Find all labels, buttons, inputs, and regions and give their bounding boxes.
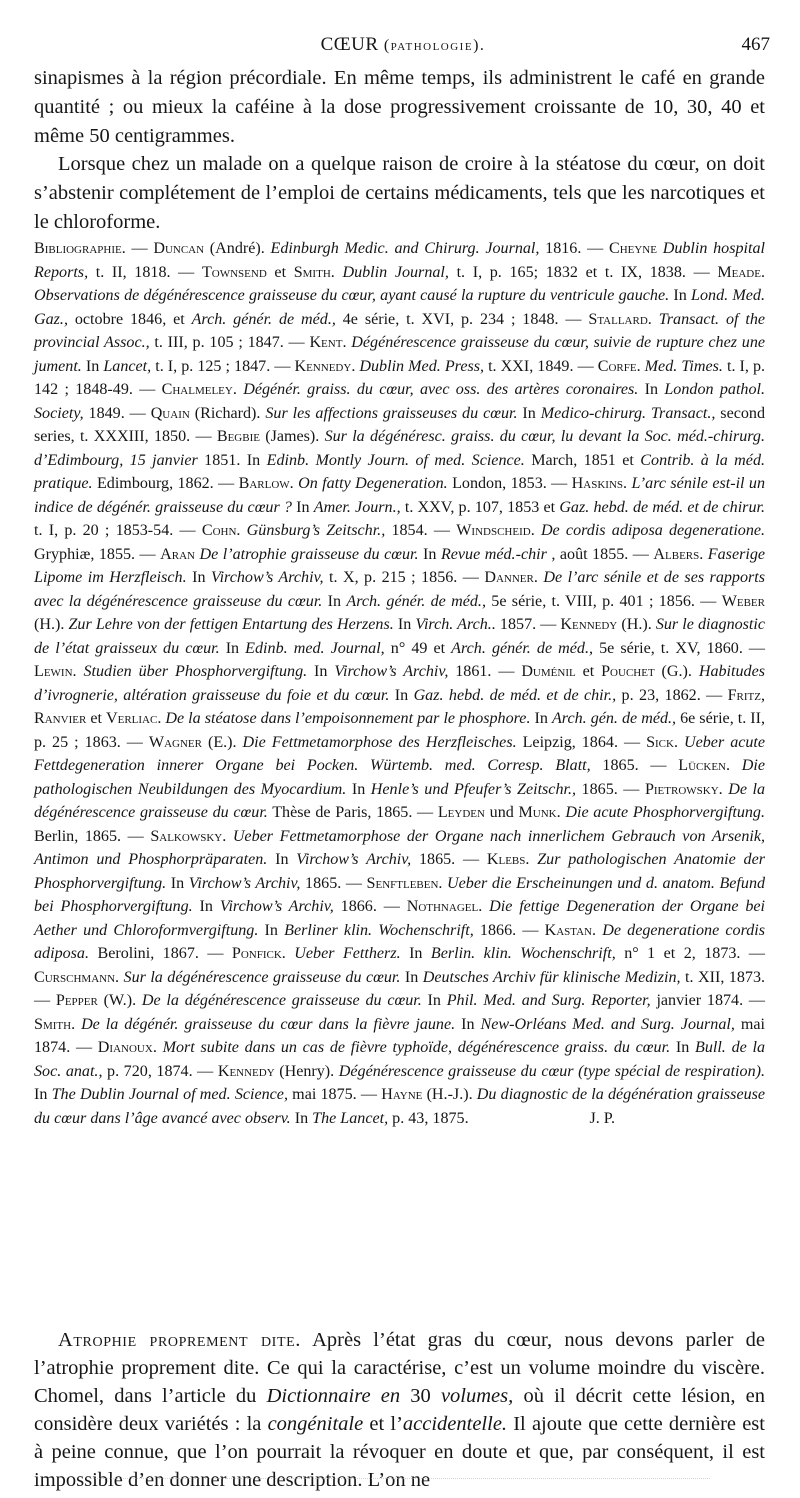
- italic-title: Virchow’s Archiv,: [296, 851, 412, 868]
- author-name: Duménil: [521, 663, 576, 680]
- author-name: Ponfick: [231, 945, 282, 962]
- bibliography-entry: — Senftleben. Ueber die Erscheinungen und d. anatom. Befund bei Phosphorvergiftung. In Virchow’s Archiv, 1866.: [34, 874, 766, 915]
- bibliography-entry: — Albers. Faserige Lipome im Herzfleisch. In Virchow’s Archiv, t. X, p. 215 ; 1856.: [34, 545, 766, 586]
- citation-text: .: [330, 263, 343, 281]
- bibliography-entry: — Kennedy (H.). Sur le diagnostic de l’état graisseux du cœur. In Edinb. med. Journal, n° 49 et Arch. génér. de méd., 5e série, t. XV, 1860.: [34, 616, 766, 657]
- citation-text: London, 1853.: [447, 475, 547, 492]
- citation-text: .: [115, 968, 124, 986]
- bibliography-entry: — Cohn. Günsburg’s Zeitschr., 1854.: [173, 522, 428, 539]
- bibliography-heading: Bibliographie.: [34, 240, 126, 257]
- italic-title: congénitale: [267, 1413, 364, 1435]
- italic-title: Dégénérescence graisseuse du cœur (type spécial de respiration).: [338, 1062, 766, 1080]
- citation-text: et: [575, 663, 602, 680]
- citation-text: .: [556, 804, 566, 821]
- author-name: Weber: [721, 592, 765, 610]
- author-name: Pepper: [55, 992, 98, 1009]
- italic-title: Ueber acute Fettdegeneration innerer Organe bei Pocken. Würtemb. med. Corresp. Blatt,: [34, 733, 766, 774]
- citation-text: .: [718, 780, 729, 798]
- italic-title: Lond. Med. Gaz.,: [34, 287, 766, 328]
- author-signature: J. P.: [589, 1109, 615, 1127]
- citation-text: (H.).: [34, 616, 69, 633]
- italic-title: Edinb. Montly Journ. of med. Science.: [266, 451, 525, 469]
- author-name: Nothnagel: [406, 898, 479, 915]
- citation-text: .: [157, 710, 166, 727]
- italic-title: Dublin Journal,: [342, 263, 449, 281]
- citation-text: In: [267, 851, 297, 868]
- citation-text: p. 720, 1874.: [102, 1062, 193, 1080]
- citation-text: .: [760, 263, 765, 281]
- bibliography-entry: — Windscheid. De cordis adiposa degeneratione. Gryphiæ, 1855.: [34, 522, 766, 563]
- italic-title: Dictionnaire en: [266, 1385, 401, 1407]
- author-name: Munk: [518, 804, 557, 821]
- italic-title: Dégénérescence graisseuse du cœur, suivie de rupture chez une jument.: [34, 334, 766, 375]
- citation-text: Il ajoute que cette dernière est à peine connue, que l’on pourrait la révoquer en doute et que, par conséquent, il est impossible d’en donner une description. L’on ne: [34, 1413, 765, 1491]
- bibliography-entry: — Stallard. Transact. of the provincial Assoc., t. III, p. 105 ; 1847.: [34, 310, 766, 351]
- bibliography-entry: — Weber (H.). Zur Lehre von der fettigen Entartung des Herzens. In Virch. Arch.. 1857.: [34, 592, 765, 633]
- italic-title: Sur le diagnostic de l’état graisseux du cœur.: [34, 616, 766, 657]
- italic-title: Amer. Journ.,: [313, 498, 401, 516]
- italic-title: Berlin. klin. Wochenschrift,: [430, 945, 616, 962]
- italic-title: Bull. de la Soc. anat.,: [34, 1039, 766, 1080]
- running-head-title: [36, 32, 770, 59]
- citation-text: .: [152, 1039, 163, 1056]
- citation-text: In: [186, 569, 211, 586]
- citation-text: 30: [400, 1385, 441, 1407]
- citation-text: Edimbourg, 1862.: [92, 475, 214, 492]
- citation-text: und: [484, 804, 519, 821]
- italic-title: Arch. génér. de méd.,: [191, 310, 336, 328]
- citation-text: t. I, p. 142 ; 1848-49.: [34, 357, 766, 398]
- italic-title: Arch. génér. de méd.,: [346, 592, 486, 610]
- citation-text: .: [281, 945, 295, 962]
- citation-text: Après l’état gras du cœur, nous devons parler de l’atrophie proprement dite. Ce qui la caractérise, c’est un volume moindre du viscère. Chomel, dans l’article du: [34, 1329, 765, 1407]
- citation-text: t. X, p. 215 ; 1856.: [323, 569, 458, 586]
- italic-title: Observations de dégénérescence graisseuse du cœur, ayant causé la rupture du ventricule gauche.: [34, 287, 670, 304]
- bibliography-entry: — Aran De l’atrophie graisseuse du cœur. In Revue méd.-chir , août 1855.: [135, 545, 629, 563]
- bibliography-entry: — Townsend et Smith. Dublin Journal, t. I, p. 165; 1832 et t. IX, 1838.: [170, 263, 686, 281]
- citation-text: (H.).: [617, 616, 656, 633]
- citation-text: 1865.: [590, 757, 639, 774]
- citation-text: t. II, 1818.: [88, 263, 171, 281]
- citation-text: (E.).: [201, 733, 243, 751]
- italic-title: Dublin Med. Press,: [359, 357, 485, 375]
- citation-text: 1849.: [83, 404, 125, 422]
- citation-text: .: [232, 381, 244, 398]
- bibliography-entry: — Corfe. Med. Times. t. I, p. 142 ; 1848-49.: [34, 357, 766, 398]
- bibliography-entry: — Salkowsky. Ueber Fettmetamorphose der Organe nach innerlichem Gebrauch von Arsenik, Antimon und Phosphorpräparaten. In Virchow’s Archiv, 1865.: [34, 827, 766, 868]
- author-name: Smith: [293, 263, 331, 281]
- italic-title: Gaz. hebd. de méd. et de chirur.: [559, 498, 765, 516]
- author-name: Barlow: [238, 475, 290, 492]
- citation-text: In: [669, 287, 692, 304]
- author-name: Sick: [646, 733, 674, 751]
- citation-text: .: [726, 757, 742, 774]
- citation-text: 5e série, t. VIII, p. 401 ; 1856.: [485, 592, 695, 610]
- italic-title: De la dégénér. graisseuse du cœur dans la fièvre jaune.: [81, 1015, 456, 1033]
- citation-text: .: [530, 522, 541, 539]
- citation-text: Berolini, 1867.: [89, 945, 199, 962]
- citation-text: 5e série, t. XV, 1860.: [593, 639, 743, 657]
- citation-text: In: [322, 592, 347, 610]
- citation-text: .: [623, 475, 632, 492]
- author-name: Windscheid: [456, 522, 531, 539]
- author-name: Kent: [309, 334, 343, 351]
- italic-title: De cordis adiposa degeneratione.: [540, 522, 766, 539]
- citation-text: t. I, p. 125 ; 1847.: [151, 357, 271, 375]
- citation-text: In: [400, 968, 423, 986]
- citation-text: 4e série, t. XVI, p. 234 ; 1848.: [335, 310, 559, 328]
- citation-text: t. XXI, 1849.: [484, 357, 574, 375]
- italic-title: Die pathologischen Neubildungen des Myocardium.: [34, 757, 766, 798]
- author-name: Albers: [653, 545, 700, 563]
- bibliography-entry: — Pietrowsky. De la dégénérescence graisseuse du cœur. Thèse de Paris, 1865.: [34, 780, 766, 821]
- italic-title: Arch. génér. de méd.,: [451, 639, 594, 657]
- italic-title: Dégénér. graiss. du cœur, avec oss. des artères coronaires.: [243, 381, 639, 398]
- author-name: Cohn: [201, 522, 237, 539]
- italic-title: Sur la dégénérescence graisseuse du cœur.: [123, 968, 401, 986]
- author-name: Danner: [484, 569, 534, 586]
- citation-text: Berlin, 1865.: [34, 827, 122, 845]
- author-name: Wagner: [148, 733, 202, 751]
- bibliography-entry: — Fritz, Ranvier et Verliac. De la stéatose dans l’empoisonnement par le phosphore. In Arch. gén. de méd., 6e série, t. II, p. 25 ; 1863.: [34, 686, 766, 751]
- citation-text: 1857.: [495, 616, 537, 633]
- citation-text: mai 1875.: [287, 1086, 357, 1103]
- italic-title: Arch. gén. de méd.,: [551, 710, 677, 727]
- citation-text: In: [421, 992, 447, 1009]
- page-number: 467: [741, 34, 770, 55]
- citation-text: p. 23, 1862.: [616, 686, 701, 704]
- citation-text: et: [86, 710, 106, 727]
- citation-text: 1861.: [448, 663, 492, 680]
- citation-text: In: [400, 945, 431, 962]
- bibliography-entry: — Kent. Dégénérescence graisseuse du cœur, suivie de rupture chez une jument. In Lancet, t. I, p. 125 ; 1847.: [34, 334, 766, 375]
- italic-title: Ueber die Erscheinungen und d. anatom. Befund bei Phosphorvergiftung.: [34, 874, 766, 915]
- running-head-heart: CŒUR: [320, 34, 379, 55]
- citation-text: (James).: [259, 428, 325, 445]
- citation-text: t. I, p. 20 ; 1853-54.: [34, 522, 174, 539]
- citation-text: 1865.: [411, 851, 456, 868]
- italic-title: Transact. of the provincial Assoc.,: [34, 310, 766, 351]
- citation-text: (G.).: [654, 663, 699, 680]
- author-name: Senftleben: [366, 874, 439, 892]
- author-name: Curschmann: [34, 968, 116, 986]
- citation-text: t. III, p. 105 ; 1847.: [149, 334, 284, 351]
- paragraph-atrophie: [34, 1326, 765, 1494]
- citation-text: et l’: [363, 1413, 403, 1435]
- bibliography: [34, 237, 765, 1130]
- author-name: Quain: [150, 404, 190, 422]
- citation-text: In: [81, 357, 104, 375]
- italic-title: Sur la dégénéresc. graiss. du cœur, lu devant la Soc. méd.-chirurg. d’Edimbourg, 15 janvier: [34, 428, 766, 469]
- bibliography-entry: — Meade. Observations de dégénérescence graisseuse du cœur, ayant causé la rupture du ventricule gauche. In Lond. Med. Gaz., octobre 1846, et Arch. génér. de méd., 4e série, t. XVI, p. 234 ; 1848.: [34, 263, 766, 328]
- citation-text: In: [258, 921, 285, 939]
- bibliography-entry: — Barlow. On fatty Degeneration. London, 1853.: [213, 475, 547, 492]
- citation-text: .: [525, 851, 538, 868]
- italic-title: Mort subite dans un cas de fièvre typhoïde, dégénérescence graiss. du cœur.: [162, 1039, 671, 1056]
- paragraph-sinapismes: sinapismes à la région précordiale. En même temps, ils administrent le café en grande quantité ; ou mieux la caféine à la dose progressivement croissante de 10, 30, 40 et même 50 centigrammes.: [34, 67, 765, 147]
- citation-text: où il décrit cette lésion, en considère deux variétés : la: [34, 1385, 766, 1435]
- author-name: Fritz, Ranvier: [34, 686, 766, 727]
- bibliography-entry: — Curschmann. Sur la dégénérescence graisseuse du cœur. In Deutsches Archiv für klinische Medizin, t. XII, 1873.: [34, 945, 766, 986]
- citation-text: In: [307, 663, 335, 680]
- italic-title: On fatty Degeneration.: [298, 475, 448, 492]
- citation-text: .: [673, 733, 684, 751]
- citation-text: (André).: [204, 240, 271, 257]
- italic-title: L’arc sénile est-il un indice de dégénér. graisseuse du cœur ?: [34, 475, 766, 516]
- italic-title: Zur Lehre von der fettigen Entartung des Herzens.: [68, 616, 394, 633]
- italic-title: Lancet,: [103, 357, 152, 375]
- italic-title: Ueber Fettmetamorphose der Organe nach innerlichem Gebrauch von Arsenik, Antimon und Phosphorpräparaten.: [34, 827, 766, 868]
- italic-title: accidentelle.: [402, 1413, 508, 1435]
- italic-title: Berliner klin. Wochenschrift,: [284, 921, 474, 939]
- italic-title: Medico-chirurg. Transact.,: [540, 404, 716, 422]
- author-name: Kastan: [544, 921, 593, 939]
- citation-text: .: [438, 874, 448, 892]
- author-name: Aran: [160, 545, 196, 563]
- italic-title: Dublin hospital Reports,: [34, 240, 766, 281]
- italic-title: De la stéatose dans l’empoisonnement par le phosphore.: [165, 710, 531, 727]
- author-name: Lücken: [678, 757, 726, 774]
- citation-text: 1816.: [539, 240, 582, 257]
- bibliography-entry: — Lewin. Studien über Phosphorvergiftung. In Virchow’s Archiv, 1861.: [34, 639, 766, 680]
- citation-text: .: [699, 545, 708, 563]
- citation-text: (Richard).: [189, 404, 266, 422]
- bibliography-entry: — Pepper (W.). De la dégénérescence graisseuse du cœur. In Phil. Med. and Surg. Reporter, janvier 1874.: [34, 992, 744, 1009]
- italic-title: volumes,: [440, 1385, 514, 1407]
- italic-title: Sur les affections graisseuses du cœur.: [265, 404, 518, 422]
- bibliography-entry: — Kastan. De degeneratione cordis adiposa. Berolini, 1867.: [34, 921, 766, 962]
- citation-text: (H.-J.).: [422, 1086, 477, 1103]
- citation-text: 1865.: [576, 780, 618, 798]
- bibliography-entry: — Begbie (James). Sur la dégénéresc. graiss. du cœur, lu devant la Soc. méd.-chirurg. d’Edimbourg, 15 janvier 1851. In Edinb. Montly Journ. of med. Science. March, 1851 et Contrib. à la méd. pratique. Edimbourg, 1862.: [34, 428, 766, 492]
- author-name: Meade: [717, 263, 761, 281]
- italic-title: De l’arc sénile et de ses rapports avec la dégénérescence graisseuse du cœur.: [34, 569, 766, 610]
- running-head-subtitle: (pathologie).: [383, 37, 486, 54]
- italic-title: Faserige Lipome im Herzfleisch.: [34, 545, 766, 586]
- bibliography-entries: [34, 240, 765, 1127]
- bibliography-entry: — Danner. De l’arc sénile et de ses rapports avec la dégénérescence graisseuse du cœur. In Arch. génér. de méd., 5e série, t. VIII, p. 401 ; 1856.: [34, 569, 766, 610]
- citation-text: .: [636, 357, 645, 375]
- citation-text: In: [290, 1109, 313, 1127]
- citation-text: In: [517, 404, 541, 422]
- bibliography-entry: — Klebs. Zur pathologischen Anatomie der Phosphorvergiftung. In Virchow’s Archiv, 1865.: [34, 851, 766, 892]
- citation-text: 1866.: [473, 921, 517, 939]
- bibliography-entry: — Wagner (E.). Die Fettmetamorphose des Herzfleisches. Leipzig, 1864.: [120, 733, 618, 751]
- bibliography-entry: — Quain (Richard). Sur les affections graisseuses du cœur. In Medico-chirurg. Transact., second series, t. XXXIII, 1850.: [34, 404, 766, 445]
- citation-text: p. 43, 1875.: [388, 1109, 469, 1127]
- italic-title: Virchow’s Archiv,: [219, 898, 334, 915]
- italic-title: Virchow’s Archiv,: [188, 874, 301, 892]
- citation-text: (Henry).: [274, 1062, 339, 1080]
- author-name: Pouchet: [601, 663, 655, 680]
- citation-text: March, 1851 et: [524, 451, 641, 469]
- citation-text: t. XII, 1873.: [680, 968, 766, 986]
- citation-text: 6e série, t. II, p. 25 ; 1863.: [34, 710, 766, 751]
- bibliography-entry: — Kennedy. Dublin Med. Press, t. XXI, 1849.: [270, 357, 574, 375]
- italic-title: Edinburgh Medic. and Chirurg. Journal,: [270, 240, 540, 257]
- citation-text: second series, t. XXXIII, 1850.: [34, 404, 766, 445]
- author-name: Kennedy: [294, 357, 352, 375]
- author-name: Begbie: [216, 428, 260, 445]
- citation-text: Gryphiæ, 1855.: [34, 545, 136, 563]
- author-name: Dianoux: [97, 1039, 153, 1056]
- citation-text: .: [592, 921, 603, 939]
- citation-text: In: [393, 616, 416, 633]
- author-name: Kennedy: [560, 616, 618, 633]
- author-name: Klebs: [486, 851, 526, 868]
- author-name: Leyden: [437, 804, 485, 821]
- bibliography-entry: — Ponfick. Ueber Fettherz. In Berlin. klin. Wochenschrift, n° 1 et 2, 1873.: [198, 945, 741, 962]
- italic-title: The Dublin Journal of med. Science,: [51, 1086, 288, 1103]
- bibliography-entry: — Smith. De la dégénér. graisseuse du cœur dans la fièvre jaune. In New-Orléans Med. and Surg. Journal, mai 1874.: [34, 992, 766, 1056]
- citation-text: .: [289, 475, 299, 492]
- italic-title: Die acute Phosphorvergiftung.: [565, 804, 766, 821]
- bibliography-entry: — Duncan (André). Edinburgh Medic. and Chirurg. Journal, 1816.: [131, 240, 582, 257]
- italic-title: Phil. Med. and Surg. Reporter,: [446, 992, 651, 1009]
- bottom-margin-speckle: [90, 1478, 710, 1481]
- italic-title: Die Fettmetamorphose des Herzfleisches.: [242, 733, 517, 751]
- citation-text: In: [455, 1015, 481, 1033]
- italic-title: De la dégénérescence graisseuse du cœur.: [34, 780, 766, 821]
- italic-title: Studien über Phosphorvergiftung.: [83, 663, 308, 680]
- italic-title: Die fettige Degeneration der Organe bei Aether und Chloroformvergiftung.: [34, 898, 766, 939]
- author-name: Pietrowsky: [644, 780, 719, 798]
- citation-text: .: [222, 827, 233, 845]
- italic-title: Deutsches Archiv für klinische Medizin,: [422, 968, 681, 986]
- citation-text: In: [389, 686, 414, 704]
- citation-text: In: [34, 1086, 52, 1103]
- italic-title: Virchow’s Archiv,: [334, 663, 449, 680]
- author-name: Chalmeley: [161, 381, 233, 398]
- citation-text: et: [266, 263, 294, 281]
- citation-text: 1851. In: [197, 451, 267, 469]
- citation-text: In: [418, 545, 441, 563]
- citation-text: .: [647, 310, 659, 328]
- bibliography-entry: — Lücken. Die pathologischen Neubildungen des Myocardium. In Henle’s und Pfeufer’s Zeitschr., 1865.: [34, 757, 766, 798]
- citation-text: octobre 1846, et: [67, 310, 192, 328]
- citation-text: mai 1874.: [34, 1015, 766, 1056]
- paragraph-atrophie-body: [34, 1329, 765, 1491]
- author-name: Duncan: [153, 240, 205, 257]
- citation-text: In: [219, 639, 246, 657]
- citation-text: (W.).: [97, 992, 142, 1009]
- italic-title: Gaz. hebd. de méd. et de chir.,: [413, 686, 617, 704]
- citation-text: n° 49 et: [384, 639, 452, 657]
- italic-title: The Lancet,: [312, 1109, 389, 1127]
- citation-text: Leipzig, 1864.: [516, 733, 618, 751]
- italic-title: De la dégénérescence graisseuse du cœur.: [141, 992, 422, 1009]
- citation-text: In: [670, 1039, 695, 1056]
- bibliography-entry: — Dianoux. Mort subite dans un cas de fièvre typhoïde, dégénérescence graiss. du cœur. In Bull. de la Soc. anat., p. 720, 1874.: [34, 1039, 766, 1080]
- bibliography-entry: — Nothnagel. Die fettige Degeneration der Organe bei Aether und Chloroformvergiftung. In Berliner klin. Wochenschrift, 1866.: [34, 898, 766, 939]
- bibliography-entry: — Sick. Ueber acute Fettdegeneration innerer Organe bei Pocken. Würtemb. med. Corresp. Blatt, 1865.: [34, 733, 766, 774]
- citation-text: In: [291, 498, 314, 516]
- citation-text: n° 1 et 2, 1873.: [615, 945, 741, 962]
- citation-text: .: [71, 1015, 82, 1033]
- bibliography-entry: — Chalmeley. Dégénér. graiss. du cœur, avec oss. des artères coronaires. In London pathol. Society, 1849.: [34, 381, 766, 422]
- citation-text: In: [166, 874, 189, 892]
- bibliography-entry: — Duménil et Pouchet (G.). Habitudes d’ivrognerie, altération graisseuse du foie et du cœur. In Gaz. hebd. de méd. et de chir., p. 23, 1862.: [34, 663, 765, 704]
- citation-text: .: [533, 569, 544, 586]
- citation-text: .: [342, 334, 352, 351]
- citation-text: t. XXV, p. 107, 1853 et: [400, 498, 560, 516]
- citation-text: In: [192, 898, 220, 915]
- running-head: [36, 32, 770, 58]
- bibliography-entry: — Hayne (H.-J.). Du diagnostic de la dégénération graisseuse du cœur dans l’âge avancé avec observ. In The Lancet, p. 43, 1875.: [34, 1086, 766, 1127]
- italic-title: De degeneratione cordis adiposa.: [34, 921, 766, 962]
- author-name: Salkowsky: [150, 827, 223, 845]
- citation-text: août 1855.: [555, 545, 629, 563]
- italic-title: De l’atrophie graisseuse du cœur.: [199, 545, 419, 563]
- italic-title: Med. Times.: [644, 357, 723, 375]
- bibliography-entry: — Kennedy (Henry). Dégénérescence graisseuse du cœur (type spécial de respiration). In The Dublin Journal of med. Science, mai 1875.: [34, 1062, 766, 1103]
- author-name: Hayne: [381, 1086, 423, 1103]
- author-name: Verliac: [105, 710, 158, 727]
- italic-title: Revue méd.-chir ,: [440, 545, 556, 563]
- italic-title: Henle’s und Pfeufer’s Zeitschr.,: [370, 780, 577, 798]
- citation-text: 1854.: [385, 522, 428, 539]
- citation-text: Thèse de Paris, 1865.: [267, 804, 413, 821]
- italic-title: Du diagnostic de la dégénération graisseuse du cœur dans l’âge avancé avec observ.: [34, 1086, 766, 1127]
- author-name: Haskins: [571, 475, 624, 492]
- bibliography-entry: — Haskins. L’arc sénile est-il un indice de dégénér. graisseuse du cœur ? In Amer. Journ., t. XXV, p. 107, 1853 et Gaz. hebd. de méd. et de chirur. t. I, p. 20 ; 1853-54.: [34, 475, 766, 539]
- italic-title: Virchow’s Archiv,: [210, 569, 324, 586]
- citation-text: .: [72, 663, 84, 680]
- citation-text: In: [346, 780, 371, 798]
- citation-text: .: [478, 898, 490, 915]
- citation-text: janvier 1874.: [650, 992, 744, 1009]
- citation-text: 1865.: [300, 874, 342, 892]
- author-name: Lewin: [34, 663, 73, 680]
- author-name: Kennedy: [217, 1062, 275, 1080]
- italic-title: Ueber Fettherz.: [294, 945, 401, 962]
- bibliography-entry: — Leyden und Munk. Die acute Phosphorvergiftung. Berlin, 1865.: [34, 804, 766, 845]
- italic-title: Contrib. à la méd. pratique.: [34, 451, 766, 492]
- italic-title: Habitudes d’ivrognerie, altération graisseuse du foie et du cœur.: [34, 663, 765, 704]
- italic-title: Zur pathologischen Anatomie der Phosphorvergiftung.: [34, 851, 766, 892]
- citation-text: In: [530, 710, 552, 727]
- italic-title: Virch. Arch..: [415, 616, 496, 633]
- citation-text: 1866.: [333, 898, 377, 915]
- author-name: Townsend: [201, 263, 267, 281]
- italic-title: London pathol. Society,: [34, 381, 766, 422]
- citation-text: .: [351, 357, 360, 375]
- italic-title: Edinb. med. Journal,: [245, 639, 385, 657]
- author-name: Smith: [34, 1015, 72, 1033]
- italic-title: New-Orléans Med. and Surg. Journal,: [480, 1015, 735, 1033]
- author-name: Cheyne: [608, 240, 657, 257]
- author-name: Stallard: [588, 310, 648, 328]
- section-lead-heading: Atrophie proprement dite.: [58, 1329, 301, 1351]
- bibliography-entry: — Cheyne Dublin hospital Reports, t. II, 1818.: [34, 240, 766, 281]
- italic-title: Günsburg’s Zeitschr.,: [246, 522, 386, 539]
- citation-text: In: [638, 381, 665, 398]
- citation-text: t. I, p. 165; 1832 et t. IX, 1838.: [448, 263, 686, 281]
- author-name: Corfe: [597, 357, 637, 375]
- citation-text: .: [236, 522, 247, 539]
- paragraph-steatose: Lorsque chez un malade on a quelque raison de croire à la stéatose du cœur, on doit s’abstenir complétement de l’emploi de certains médicaments, tels que les narcotiques et le chloroforme.: [34, 153, 765, 233]
